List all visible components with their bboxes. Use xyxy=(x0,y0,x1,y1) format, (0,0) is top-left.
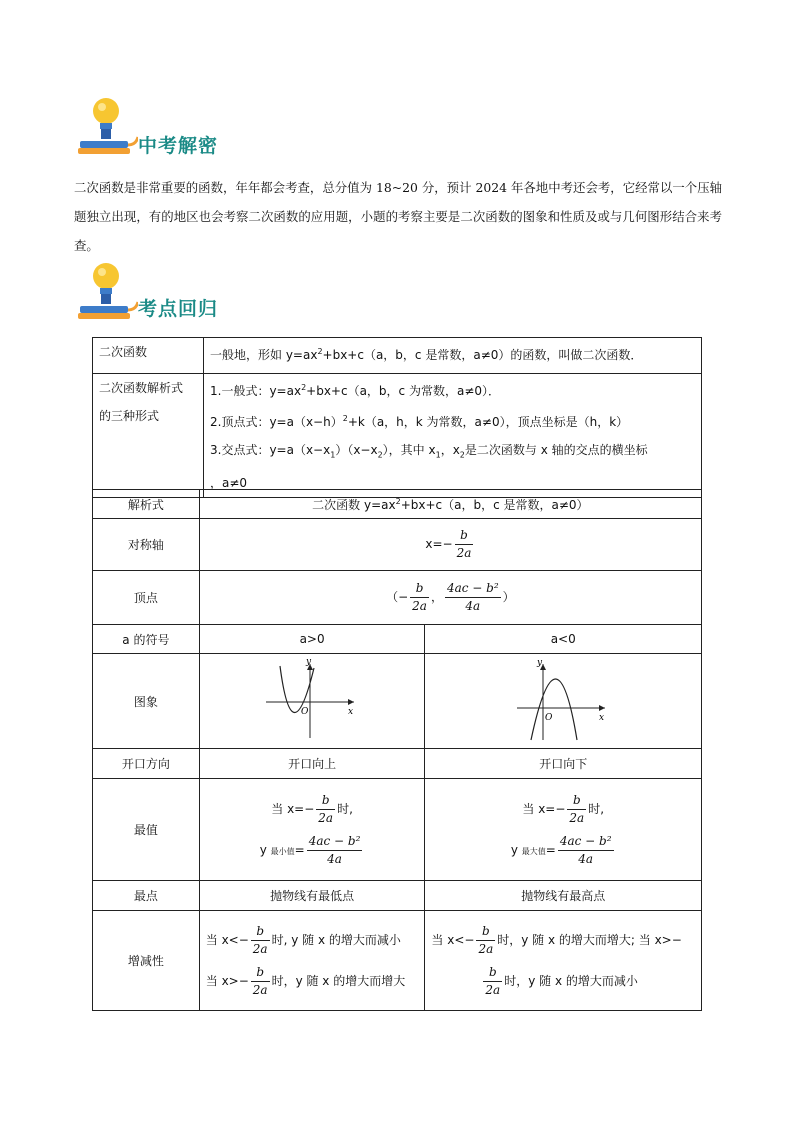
extreme-value xyxy=(200,833,425,868)
fraction xyxy=(483,964,502,999)
table-cell xyxy=(199,571,701,625)
properties-table xyxy=(92,489,702,1011)
mono-line xyxy=(431,964,701,999)
table-cell xyxy=(425,625,702,654)
table-cell xyxy=(93,881,200,911)
fraction xyxy=(316,792,335,827)
cell-text: 抛物线有最高点 xyxy=(521,889,606,903)
fraction xyxy=(476,923,495,958)
cell-text: 时, xyxy=(588,801,605,816)
extreme-value xyxy=(425,833,701,868)
cell-text: 开口向下 xyxy=(539,757,588,771)
cell-text: y xyxy=(510,842,518,857)
lightbulb-book-icon xyxy=(76,260,138,322)
fraction xyxy=(567,792,586,827)
row-head: 开口方向 xyxy=(121,757,170,771)
table-cell xyxy=(93,519,200,571)
cell-text: 是二次函数与 x 轴的交点的横坐标 xyxy=(464,443,648,457)
superscript: 2 xyxy=(317,347,323,356)
axis-label-x: x xyxy=(599,712,605,723)
form-general xyxy=(210,374,701,405)
table-cell xyxy=(425,654,702,749)
cell-text: 1.一般式：y=ax xyxy=(210,384,302,398)
numerator: b xyxy=(483,964,502,982)
row-head: 解析式 xyxy=(127,497,164,512)
denominator: 2a xyxy=(412,599,427,613)
numerator: b xyxy=(251,964,270,982)
numerator: b xyxy=(567,792,586,810)
superscript: 2 xyxy=(395,496,401,506)
numerator: 4ac − b² xyxy=(445,580,501,598)
section-title: 中考解密 xyxy=(138,135,219,157)
parabola-down-graph xyxy=(513,658,613,742)
numerator: b xyxy=(455,527,474,545)
cell-text: 当 x=− xyxy=(271,801,315,816)
denominator: 2a xyxy=(318,810,334,825)
row-head: 二次函数解析式 xyxy=(99,381,184,395)
origin-label: O xyxy=(545,712,553,723)
subscript: 2 xyxy=(377,450,383,460)
table-cell xyxy=(199,911,425,1011)
superscript: 2 xyxy=(342,414,348,423)
table-cell xyxy=(93,625,200,654)
denominator: 4a xyxy=(465,599,481,613)
definition-table xyxy=(92,337,702,498)
row-head: 的三种形式 xyxy=(99,409,160,423)
cell-text: ），其中 x xyxy=(382,443,436,457)
fraction xyxy=(410,580,429,615)
cell-text: ， xyxy=(430,590,443,604)
cell-text: 时，y 随 x 的增大而增大 xyxy=(271,973,406,988)
row-head: 图象 xyxy=(133,694,158,709)
table-cell xyxy=(204,374,702,498)
table-row xyxy=(93,490,702,519)
table-cell xyxy=(425,911,702,1011)
cell-text: +bx+c（a，b，c 为常数，a≠0）． xyxy=(306,384,501,398)
subscript: 1 xyxy=(435,450,441,460)
cell-text: ）（x−x xyxy=(335,443,378,457)
table-row xyxy=(93,881,702,911)
cell-text: 时, y 随 x 的增大而减小 xyxy=(271,932,401,947)
row-head: 顶点 xyxy=(133,591,158,605)
extreme-when xyxy=(200,792,425,827)
cell-text: 抛物线有最低点 xyxy=(270,889,355,903)
table-cell xyxy=(93,571,200,625)
cell-text: 时，y 随 x 的增大而增大; 当 x>− xyxy=(497,932,682,947)
numerator: 4ac − b² xyxy=(307,833,363,851)
fraction xyxy=(558,833,614,868)
cell-text: ，a≠0 xyxy=(210,476,248,491)
fraction xyxy=(455,527,474,562)
intro-paragraph: 二次函数是非常重要的函数，年年都会考查，总分值为 18~20 分，预计 2024 年各地中考还会考，它经常以一个压轴题独立出现，有的地区也会考察二次函数的应用题，小题的考察主要是二次函数的图象和性质及或与几何图形结合来考查。 xyxy=(74,180,722,253)
cell-text: 3.交点式：y=a（x−x xyxy=(210,443,331,457)
table-row xyxy=(93,571,702,625)
cell-text: 2.顶点式：y=a（x−h） xyxy=(210,415,343,429)
row-head: 二次函数 xyxy=(99,345,148,359)
cell-text: 二次函数 y=ax xyxy=(312,497,396,512)
denominator: 2a xyxy=(252,982,268,997)
table-cell xyxy=(93,779,200,881)
denominator: 2a xyxy=(456,546,472,560)
table-cell xyxy=(199,779,425,881)
cell-text: 时，y 随 x 的增大而减小 xyxy=(504,973,638,988)
cell-text: +bx+c（a，b，c 是常数，a≠0） xyxy=(400,497,589,512)
denominator: 2a xyxy=(569,810,585,825)
section-title: 考点回归 xyxy=(138,298,219,320)
row-head: 最值 xyxy=(133,823,158,837)
cell-text: 当 x<− xyxy=(205,932,249,947)
cell-text: 一般地，形如 y=ax xyxy=(210,348,318,362)
denominator: 2a xyxy=(485,982,501,997)
table-row xyxy=(93,654,702,749)
denominator: 2a xyxy=(478,941,494,956)
cell-text: y xyxy=(259,842,267,857)
parabola-up-graph xyxy=(262,658,362,742)
cell-text: ） xyxy=(502,590,515,604)
table-row xyxy=(93,338,702,374)
cell-text: 当 x<− xyxy=(431,932,475,947)
denominator: 2a xyxy=(252,941,268,956)
table-row xyxy=(93,911,702,1011)
cell-text: 时, xyxy=(337,801,353,816)
denominator: 4a xyxy=(327,851,342,866)
extreme-when xyxy=(425,792,701,827)
numerator: b xyxy=(476,923,495,941)
table-cell xyxy=(425,749,702,779)
row-head: 对称轴 xyxy=(127,538,164,552)
table-cell xyxy=(425,779,702,881)
mono-line xyxy=(206,923,425,958)
row-head: 最点 xyxy=(133,889,158,903)
table-row xyxy=(93,625,702,654)
table-cell xyxy=(93,911,200,1011)
axis-label-y: y xyxy=(537,657,543,668)
table-cell xyxy=(93,749,200,779)
table-cell xyxy=(93,654,200,749)
subscript: 1 xyxy=(330,450,336,460)
fraction xyxy=(307,833,363,868)
numerator: b xyxy=(251,923,270,941)
table-row xyxy=(93,779,702,881)
fraction xyxy=(251,964,270,999)
table-cell xyxy=(93,338,204,374)
table-cell xyxy=(204,338,702,374)
numerator: b xyxy=(316,792,335,810)
lightbulb-book-icon xyxy=(76,95,138,157)
table-cell xyxy=(93,490,200,519)
superscript: 2 xyxy=(301,383,307,392)
table-cell xyxy=(199,749,425,779)
row-head: 增减性 xyxy=(127,954,164,968)
table-cell xyxy=(93,374,204,498)
subscript: 2 xyxy=(459,450,465,460)
axis-label-y: y xyxy=(306,657,312,667)
cell-text: a<0 xyxy=(550,632,576,646)
denominator: 4a xyxy=(578,851,594,866)
axis-label-x: x xyxy=(348,706,354,717)
fraction xyxy=(445,580,501,615)
cell-text: +k（a，h，k 为常数，a≠0），顶点坐标是（h，k） xyxy=(347,415,629,429)
table-row xyxy=(93,374,702,498)
row-head: a 的符号 xyxy=(122,632,170,647)
section-header-huigui xyxy=(76,260,376,322)
table-row xyxy=(93,519,702,571)
table-cell xyxy=(199,654,425,749)
table-cell xyxy=(199,881,425,911)
fraction xyxy=(251,923,270,958)
table-cell xyxy=(199,490,701,519)
cell-text: 开口向上 xyxy=(288,757,337,771)
origin-label: O xyxy=(301,706,309,717)
numerator: b xyxy=(410,580,429,598)
section-header-jiemi xyxy=(76,95,376,157)
cell-text: = xyxy=(294,842,305,857)
mono-line xyxy=(431,923,701,958)
table-cell xyxy=(425,881,702,911)
cell-text: 当 x=− xyxy=(522,801,566,816)
table-cell xyxy=(199,625,425,654)
form-vertex xyxy=(210,405,701,436)
cell-text: +bx+c（a，b，c 是常数，a≠0）的函数，叫做二次函数． xyxy=(322,348,643,362)
form-intercept xyxy=(210,436,701,469)
table-cell xyxy=(199,519,701,571)
numerator: 4ac − b² xyxy=(558,833,614,851)
cell-text: x=− xyxy=(425,537,453,551)
subscript: 最小值 xyxy=(270,846,295,856)
cell-text: a>0 xyxy=(299,632,325,646)
cell-text: ，x xyxy=(440,443,460,457)
cell-text: （− xyxy=(386,590,409,604)
subscript: 最大值 xyxy=(521,846,546,856)
mono-line xyxy=(206,964,425,999)
cell-text: = xyxy=(545,842,556,857)
table-row xyxy=(93,749,702,779)
cell-text: 当 x>− xyxy=(205,973,249,988)
